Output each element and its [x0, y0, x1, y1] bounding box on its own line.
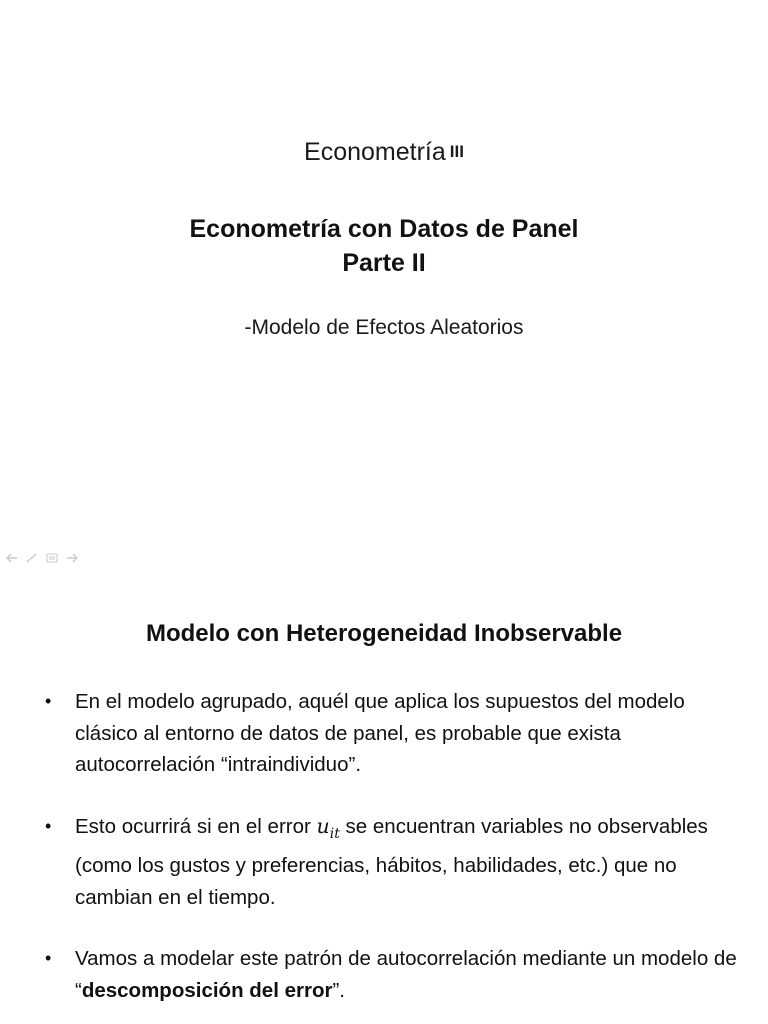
main-title — [0, 212, 768, 280]
main-title-line-1: Econometría con Datos de Panel — [189, 215, 579, 243]
bullet-marker: • — [45, 948, 52, 969]
slide-subtitle: -Modelo de Efectos Aleatorios — [244, 316, 524, 339]
bullet-text-2-pre: Esto ocurrirá si en el error — [75, 814, 317, 838]
arrow-forward-icon[interactable] — [66, 553, 78, 563]
bullet-text-2-post: se encuentran variables no observables (como los gustos y preferencias, hábitos, habilidades, etc.) que no cambian en el tiempo. — [75, 814, 708, 909]
bullet-marker: • — [45, 815, 52, 836]
course-roman-numeral: III — [449, 142, 464, 161]
arrow-back-icon[interactable] — [6, 553, 18, 563]
course-title — [0, 138, 768, 167]
bullet-text-3-bold: descomposición del error — [81, 978, 333, 1002]
bullet-item-3 — [42, 943, 742, 1006]
bullet-marker: • — [45, 691, 52, 711]
bullet-text-1: En el modelo agrupado, aquél que aplica los supuestos del modelo clásico al entorno de datos de panel, es probable que exista autocorrelación “intraindividuo”. — [75, 690, 685, 776]
slide2-title: Modelo con Heterogeneidad Inobservable — [145, 620, 623, 647]
course-title-text: Econometría — [304, 138, 446, 166]
bullet-item-1 — [42, 686, 742, 781]
bullet-list — [42, 686, 742, 1024]
menu-icon[interactable] — [46, 553, 58, 563]
bullet-text-3-post: ”. — [332, 978, 345, 1002]
main-title-line-2: Parte II — [342, 249, 426, 277]
slide-navigation — [6, 553, 78, 563]
error-term-variable: $u_{it}$ — [316, 813, 340, 842]
bullet-text-3-pre: Vamos a modelar este patrón de autocorrelación mediante un modelo de “ — [75, 947, 737, 1002]
pen-icon[interactable] — [26, 553, 38, 563]
bullet-item-2 — [42, 811, 742, 914]
